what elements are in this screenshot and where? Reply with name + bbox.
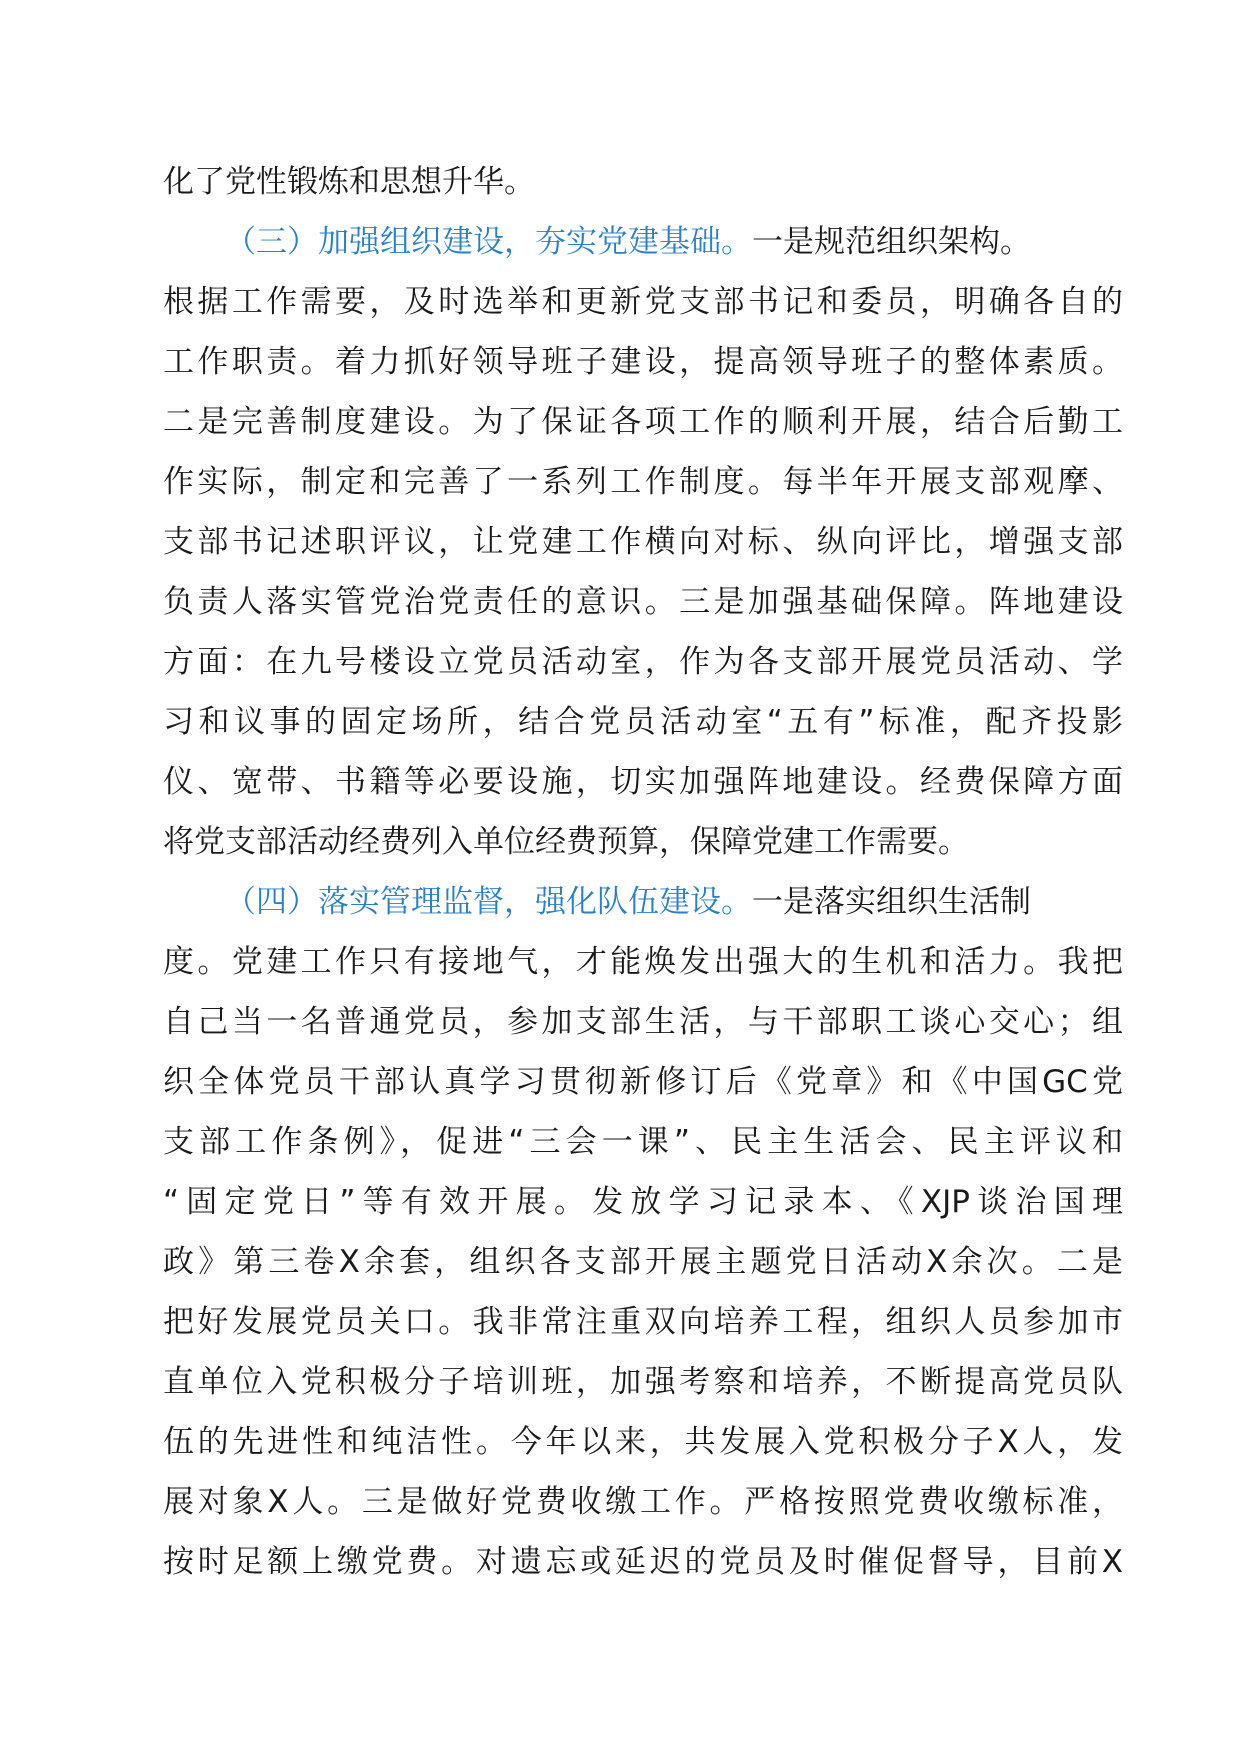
- paragraph-line: 度。党建工作只有接地气，才能焕发出强大的生机和活力。我把: [163, 944, 1123, 980]
- paragraph-line: 自己当一名普通党员，参加支部生活，与干部职工谈心交心；组: [163, 1004, 1123, 1040]
- paragraph-line: 政》第三卷X余套，组织各支部开展主题党日活动X余次。二是: [163, 1244, 1123, 1280]
- paragraph-line: 伍的先进性和纯洁性。今年以来，共发展入党积极分子X人，发: [163, 1424, 1123, 1460]
- section-4-first-line: [163, 872, 1123, 932]
- paragraph-line: 直单位入党积极分子培训班，加强考察和培养，不断提高党员队: [163, 1364, 1123, 1400]
- paragraph-line: 二是完善制度建设。为了保证各项工作的顺利开展，结合后勤工: [163, 404, 1123, 440]
- section-3-text: 一是规范组织架构。: [752, 224, 1031, 260]
- paragraph-line: 仪、宽带、书籍等必要设施，切实加强阵地建设。经费保障方面: [163, 764, 1123, 800]
- paragraph-line: 方面：在九号楼设立党员活动室，作为各支部开展党员活动、学: [163, 644, 1123, 680]
- paragraph-line: 工作职责。着力抓好领导班子建设，提高领导班子的整体素质。: [163, 344, 1123, 380]
- section-3-first-line: [163, 212, 1123, 272]
- paragraph-line: 化了党性锻炼和思想升华。: [163, 164, 535, 200]
- paragraph-line: 习和议事的固定场所，结合党员活动室“五有”标准，配齐投影: [163, 704, 1123, 740]
- section-4-heading: （四）落实管理监督，强化队伍建设。: [225, 884, 752, 920]
- section-3-heading: （三）加强组织建设，夯实党建基础。: [225, 224, 752, 260]
- paragraph-line: 展对象X人。三是做好党费收缴工作。严格按照党费收缴标准，: [163, 1484, 1123, 1520]
- paragraph-line: 根据工作需要，及时选举和更新党支部书记和委员，明确各自的: [163, 284, 1123, 320]
- paragraph-line: 支部书记述职评议，让党建工作横向对标、纵向评比，增强支部: [163, 524, 1123, 560]
- body-text: [163, 152, 1123, 1592]
- paragraph-line: “固定党日”等有效开展。发放学习记录本、《XJP谈治国理: [163, 1184, 1123, 1220]
- paragraph-line: 织全体党员干部认真学习贯彻新修订后《党章》和《中国GC党: [163, 1064, 1123, 1100]
- paragraph-line: 将党支部活动经费列入单位经费预算，保障党建工作需要。: [163, 824, 969, 860]
- section-4-text: 一是落实组织生活制: [752, 884, 1031, 920]
- paragraph-line: 按时足额上缴党费。对遗忘或延迟的党员及时催促督导，目前X: [163, 1544, 1123, 1580]
- paragraph-line: 支部工作条例》，促进“三会一课”、民主生活会、民主评议和: [163, 1124, 1123, 1160]
- paragraph-line: 作实际，制定和完善了一系列工作制度。每半年开展支部观摩、: [163, 464, 1123, 500]
- paragraph-line: 把好发展党员关口。我非常注重双向培养工程，组织人员参加市: [163, 1304, 1123, 1340]
- paragraph-line: 负责人落实管党治党责任的意识。三是加强基础保障。阵地建设: [163, 584, 1123, 620]
